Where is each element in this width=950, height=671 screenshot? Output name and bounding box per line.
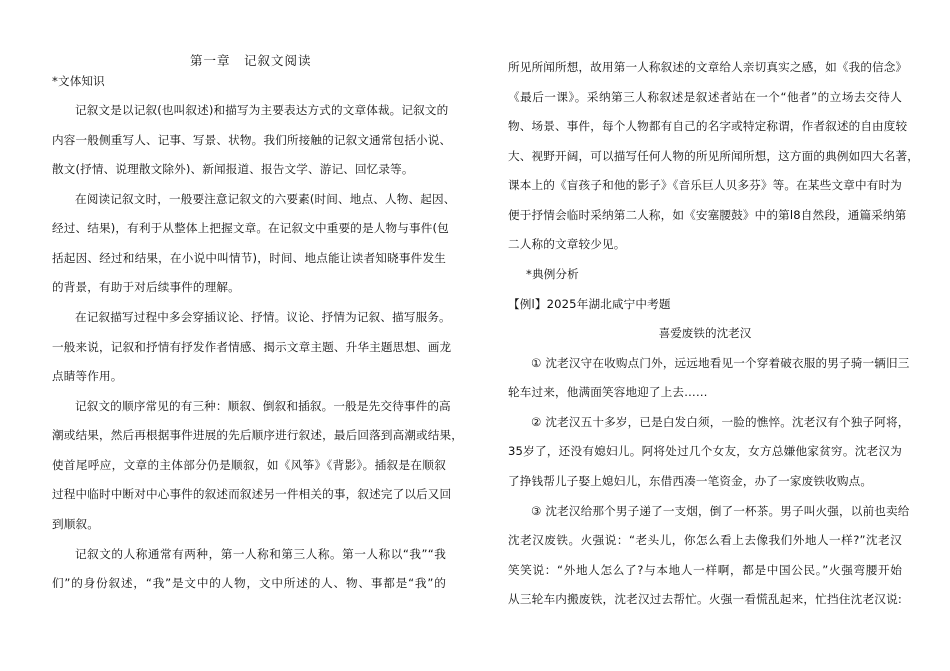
text-line: 物、场景、事件，每个人物都有自己的名字或特定称谓，作者叙述的自由度较 — [508, 119, 908, 133]
text-line: 们”的身份叙述，“我”是文中的人物，文中所述的人、物、事都是“我”的 — [52, 576, 446, 590]
text-line: 二人称的文章较少见。 — [508, 237, 626, 251]
text-line: 从三轮车内搬废铁，沈老汉过去帮忙。火强一看慌乱起来，忙挡住沈老汉说: — [508, 592, 902, 606]
text-line: 轮车过来，他满面笑容地迎了上去…… — [508, 385, 708, 399]
text-line: 一般来说，记叙和抒情有抒发作者情感、揭示文章主题、升华主题思想、画龙 — [52, 340, 452, 354]
text-line: 使首尾呼应，文章的主体部分仍是顺叙，如《风筝》《背影》。插叙是在顺叙 — [52, 458, 446, 472]
text-line: ① 沈老汉守在收购点门外，远远地看见一个穿着破衣服的男子骑一辆旧三 — [531, 356, 910, 370]
text-line: 散文(抒情、说理散文除外)、新闻报道、报告文学、游记、回忆录等。 — [52, 162, 414, 176]
section-heading-example-analysis: *典例分析 — [526, 267, 579, 281]
text-line: 在记叙描写过程中多会穿插议论、抒情。议论、抒情为记叙、描写服务。 — [75, 310, 451, 324]
text-line: 经过、结果)，有利于从整体上把握文章。在记叙文中重要的是人物与事件(包 — [52, 221, 449, 235]
text-line: 了挣钱帮儿子娶上媳妇儿，东借西凑一笔资金，办了一家废铁收购点。 — [508, 474, 873, 488]
text-line: 大、视野开阔，可以描写任何人物的所见所闻所想，这方面的典例如四大名著， — [508, 149, 920, 163]
text-line: 内容一般侧重写人、记事、写景、状物。我们所接触的记叙文通常包括小说、 — [52, 133, 452, 147]
text-line: 括起因、经过和结果，在小说中叫情节)，时间、地点能让读者知晓事件发生 — [52, 251, 446, 265]
text-line: 点睛等作用。 — [52, 369, 123, 383]
text-line: 到顺叙。 — [52, 517, 99, 531]
text-line: 沈老汉废铁。火强说：“老头儿，你怎么看上去像我们外地人一样?”沈老汉 — [508, 533, 902, 547]
text-line: 便于抒情会临时采纳第二人称，如《安塞腰鼓》中的第l8自然段，通篇采纳第 — [508, 208, 907, 222]
example-label: 【例l】2025年湖北咸宁中考题 — [508, 297, 671, 311]
section-heading-genre-knowledge: *文体知识 — [52, 74, 105, 88]
text-line: 课本上的《盲孩子和他的影子》《音乐巨人贝多芬》等。在某些文章中有时为 — [508, 178, 902, 192]
text-line: 《最后一课》。采纳第三人称叙述是叙述者站在一个“他者”的立场去交待人 — [508, 90, 902, 104]
text-line: 35岁了，还没有媳妇儿。阿将处过几个女友，女方总嫌他家贫穷。沈老汉为 — [508, 444, 902, 458]
text-line: ③ 沈老汉给那个男子递了一支烟，倒了一杯茶。男子叫火强，以前也卖给 — [531, 504, 910, 518]
text-line: 的背景，有助于对后续事件的理解。 — [52, 280, 240, 294]
text-line: ② 沈老汉五十多岁，已是白发白须，一脸的憔悴。沈老汉有个独子阿将， — [531, 415, 910, 429]
text-line: 潮或结果，然后再根据事件进展的先后顺序进行叙述，最后回落到高潮或结果， — [52, 428, 464, 442]
text-line: 记叙文的人称通常有两种，第一人称和第三人称。第一人称以“我”“我 — [75, 547, 446, 561]
text-line: 所见所闻所想，故用第一人称叙述的文章给人亲切真实之感，如《我的信念》 — [508, 60, 908, 74]
text-line: 记叙文是以记叙(也叫叙述)和描写为主要表达方式的文章体裁。记叙文的 — [75, 103, 449, 117]
text-line: 记叙文的顺序常见的有三种：顺叙、倒叙和插叙。一般是先交待事件的高 — [75, 399, 451, 413]
text-line: 过程中临时中断对中心事件的叙述而叙述另一件相关的事，叙述完了以后又回 — [52, 487, 452, 501]
text-line: 笑笑说：“外地人怎么了?与本地人一样啊，都是中国公民。”火强弯腰开始 — [508, 563, 902, 577]
text-line: 在阅读记叙文时，一般要注意记叙文的六要素(时间、地点、人物、起因、 — [75, 192, 456, 206]
chapter-title: 第一章 记叙文阅读 — [190, 53, 312, 68]
article-title: 喜爱废铁的沈老汉 — [658, 326, 752, 340]
